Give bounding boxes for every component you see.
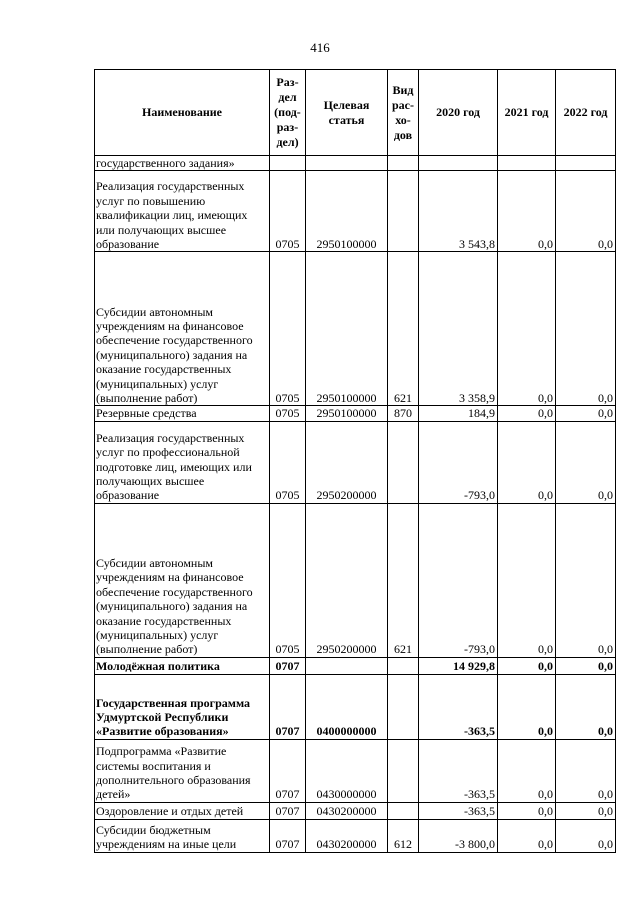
cell-name: Реализация государственных услуг по профессиональной подготовке лиц, имеющих или получающих высшее образование (95, 421, 270, 503)
cell-target: 2950100000 (306, 252, 388, 406)
table-row (95, 421, 616, 503)
cell-target: 0430200000 (306, 802, 388, 819)
cell-name: Молодёжная политика (95, 657, 270, 674)
cell-expense (388, 674, 419, 739)
cell-2022: 0,0 (556, 406, 616, 421)
header-2021: 2021 год (498, 70, 556, 156)
page-number: 416 (310, 40, 330, 55)
cell-2021: 0,0 (498, 503, 556, 657)
header-section: Раз-дел (под-раз-дел) (270, 70, 306, 156)
cell-name: Резервные средства (95, 406, 270, 421)
table-row (95, 739, 616, 802)
header-expense: Вид рас-хо-дов (388, 70, 419, 156)
cell-2021: 0,0 (498, 657, 556, 674)
cell-name: государственного задания» (95, 156, 270, 171)
cell-section: 0705 (270, 421, 306, 503)
table-row (95, 156, 616, 171)
cell-2022: 0,0 (556, 252, 616, 406)
cell-2020 (419, 156, 498, 171)
cell-2020: 184,9 (419, 406, 498, 421)
cell-2020: 3 358,9 (419, 252, 498, 406)
cell-2020: -793,0 (419, 503, 498, 657)
cell-target: 0430000000 (306, 739, 388, 802)
cell-target: 2950200000 (306, 421, 388, 503)
cell-name: Подпрограмма «Развитие системы воспитания и дополнительного образования детей» (95, 739, 270, 802)
cell-2022: 0,0 (556, 657, 616, 674)
cell-2022 (556, 156, 616, 171)
cell-expense: 621 (388, 252, 419, 406)
cell-2021: 0,0 (498, 252, 556, 406)
cell-2021: 0,0 (498, 406, 556, 421)
cell-name: Субсидии автономным учреждениям на финансовое обеспечение государственного (муниципального) задания на оказание государственных (муниципальных) услуг (выполнение работ) (95, 503, 270, 657)
cell-2020: -363,5 (419, 674, 498, 739)
table-row (95, 503, 616, 657)
cell-2020: -3 800,0 (419, 819, 498, 852)
cell-expense: 612 (388, 819, 419, 852)
table-row (95, 252, 616, 406)
cell-expense: 870 (388, 406, 419, 421)
cell-2020: 14 929,8 (419, 657, 498, 674)
cell-section: 0707 (270, 819, 306, 852)
cell-section: 0707 (270, 657, 306, 674)
cell-2020: -363,5 (419, 739, 498, 802)
cell-section: 0705 (270, 503, 306, 657)
cell-2021 (498, 156, 556, 171)
cell-section: 0707 (270, 802, 306, 819)
cell-2022: 0,0 (556, 739, 616, 802)
header-target: Целевая статья (306, 70, 388, 156)
table-row (95, 657, 616, 674)
table-row (95, 406, 616, 421)
cell-section: 0707 (270, 739, 306, 802)
table-row (95, 171, 616, 252)
cell-2020: 3 543,8 (419, 171, 498, 252)
cell-target: 0430200000 (306, 819, 388, 852)
cell-2022: 0,0 (556, 802, 616, 819)
cell-expense: 621 (388, 503, 419, 657)
cell-section: 0705 (270, 171, 306, 252)
cell-section (270, 156, 306, 171)
header-2020: 2020 год (419, 70, 498, 156)
budget-table (94, 69, 616, 853)
header-name: Наименование (95, 70, 270, 156)
cell-name: Реализация государственных услуг по повышению квалификации лиц, имеющих или получающих высшее образование (95, 171, 270, 252)
cell-target: 0400000000 (306, 674, 388, 739)
cell-expense (388, 421, 419, 503)
cell-expense (388, 156, 419, 171)
cell-target: 2950100000 (306, 406, 388, 421)
cell-name: Оздоровление и отдых детей (95, 802, 270, 819)
cell-2022: 0,0 (556, 503, 616, 657)
cell-name: Субсидии бюджетным учреждениям на иные цели (95, 819, 270, 852)
cell-2021: 0,0 (498, 421, 556, 503)
cell-2022: 0,0 (556, 674, 616, 739)
cell-section: 0705 (270, 252, 306, 406)
cell-name: Государственная программа Удмуртской Республики «Развитие образования» (95, 674, 270, 739)
cell-2020: -793,0 (419, 421, 498, 503)
cell-expense (388, 739, 419, 802)
cell-2021: 0,0 (498, 674, 556, 739)
cell-name: Субсидии автономным учреждениям на финансовое обеспечение государственного (муниципального) задания на оказание государственных (муниципальных) услуг (выполнение работ) (95, 252, 270, 406)
cell-2022: 0,0 (556, 421, 616, 503)
cell-2021: 0,0 (498, 802, 556, 819)
cell-target: 2950200000 (306, 503, 388, 657)
table-header-row (95, 70, 616, 156)
cell-2021: 0,0 (498, 739, 556, 802)
cell-expense (388, 802, 419, 819)
table-row (95, 819, 616, 852)
cell-expense (388, 171, 419, 252)
cell-2022: 0,0 (556, 819, 616, 852)
cell-expense (388, 657, 419, 674)
cell-2022: 0,0 (556, 171, 616, 252)
cell-2021: 0,0 (498, 819, 556, 852)
header-2022: 2022 год (556, 70, 616, 156)
cell-target: 2950100000 (306, 171, 388, 252)
cell-2020: -363,5 (419, 802, 498, 819)
cell-target (306, 657, 388, 674)
table-row (95, 802, 616, 819)
cell-section: 0707 (270, 674, 306, 739)
cell-target (306, 156, 388, 171)
table-row (95, 674, 616, 739)
cell-section: 0705 (270, 406, 306, 421)
cell-2021: 0,0 (498, 171, 556, 252)
